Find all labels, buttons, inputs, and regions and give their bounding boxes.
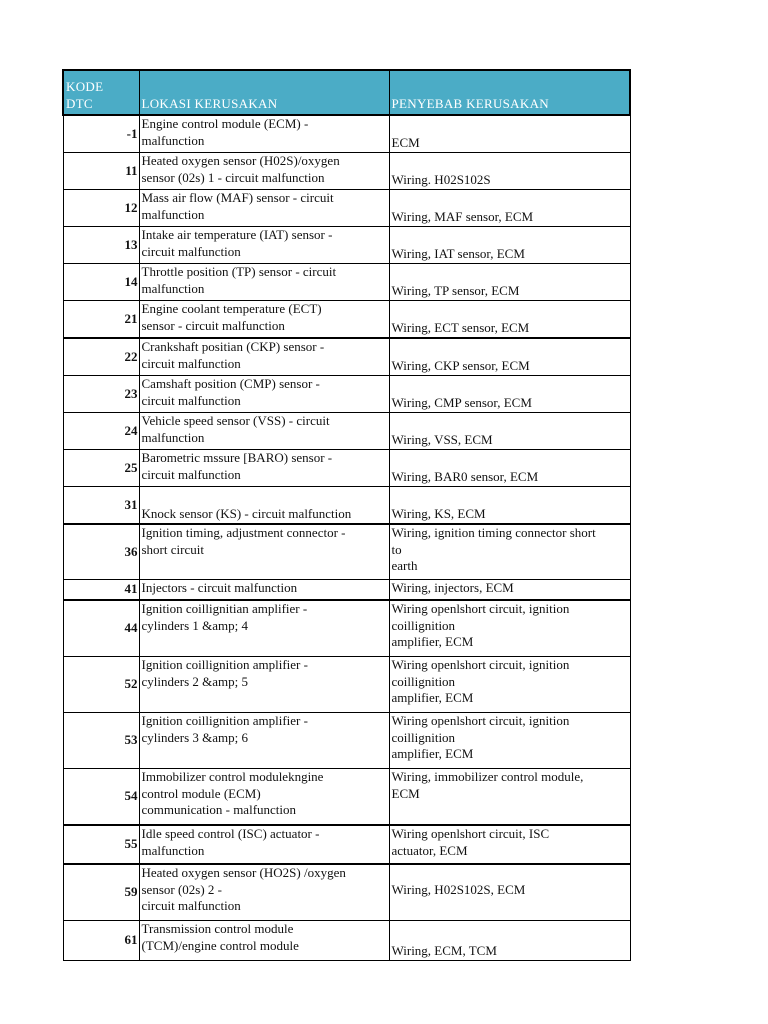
location-cell-line: Ignition coillignition amplifier - <box>141 657 308 672</box>
dtc-code-cell: 14 <box>63 264 139 301</box>
location-cell <box>139 115 389 153</box>
cause-cell-line: amplifier, ECM <box>391 746 474 761</box>
location-cell-line: Ignition coillignitian amplifier - <box>141 601 308 616</box>
cause-cell <box>389 338 630 376</box>
location-cell-line: malfunction <box>141 132 205 148</box>
cause-cell-line: Wiring, CKP sensor, ECM <box>391 357 530 373</box>
table-row <box>63 769 630 826</box>
cause-cell-line: Wiring. H02S102S <box>391 171 491 187</box>
cause-cell-line: actuator, ECM <box>391 842 468 858</box>
location-cell <box>139 825 389 864</box>
table-row <box>63 376 630 413</box>
cause-cell-line: ECM <box>391 134 420 150</box>
cause-cell-line: Wiring, ignition timing connector short <box>391 525 596 540</box>
location-cell-line: sensor (02s) 2 - <box>141 881 223 897</box>
cause-cell-line: Wiring, ECM, TCM <box>391 942 497 958</box>
location-cell-line: Ignition timing, adjustment connector - <box>141 525 346 540</box>
dtc-code-cell: 61 <box>63 921 139 961</box>
dtc-code-cell: 24 <box>63 413 139 450</box>
cause-cell <box>389 227 630 264</box>
table-row <box>63 921 630 961</box>
cause-cell-line: to <box>391 541 402 557</box>
location-cell <box>139 450 389 487</box>
cause-cell-line: coillignition <box>391 729 456 745</box>
cause-cell <box>389 487 630 525</box>
location-cell-line: circuit malfunction <box>141 355 241 371</box>
location-cell-line: cylinders 2 &amp; 5 <box>141 673 249 689</box>
dtc-code-cell: 36 <box>63 524 139 580</box>
location-cell-line: malfunction <box>141 429 205 445</box>
cause-cell-line: Wiring, H02S102S, ECM <box>391 882 526 897</box>
cause-cell-line: amplifier, ECM <box>391 634 474 649</box>
cause-cell <box>389 190 630 227</box>
cause-cell-line: Wiring, CMP sensor, ECM <box>391 394 532 410</box>
dtc-code-cell: 22 <box>63 338 139 376</box>
location-cell-line: Heated oxygen sensor (HO2S) /oxygen <box>141 865 346 880</box>
location-cell-line: sensor - circuit malfunction <box>141 317 285 333</box>
location-cell-line: circuit malfunction <box>141 392 241 408</box>
location-cell-line: short circuit <box>141 541 204 557</box>
location-cell <box>139 600 389 657</box>
location-cell <box>139 524 389 580</box>
location-cell-line: cylinders 3 &amp; 6 <box>141 729 249 745</box>
dtc-code-cell: 52 <box>63 657 139 713</box>
location-cell <box>139 264 389 301</box>
table-row <box>63 338 630 376</box>
table-row <box>63 115 630 153</box>
cause-cell <box>389 769 630 826</box>
location-cell-line: Knock sensor (KS) - circuit malfunction <box>141 505 352 521</box>
dtc-code-cell: 53 <box>63 713 139 769</box>
location-cell-line: malfunction <box>141 842 205 858</box>
cause-cell <box>389 301 630 339</box>
cause-cell-line: Wiring openlshort circuit, ignition <box>391 713 570 728</box>
location-cell-line: circuit malfunction <box>141 243 241 259</box>
cause-cell-line: earth <box>391 558 418 573</box>
cause-cell <box>389 921 630 961</box>
location-cell-line: Crankshaft positian (CKP) sensor - <box>141 339 325 354</box>
dtc-table <box>62 69 631 961</box>
location-cell-line: Camshaft position (CMP) sensor - <box>141 376 320 391</box>
table-row <box>63 153 630 190</box>
table-row <box>63 600 630 657</box>
dtc-code-cell: 13 <box>63 227 139 264</box>
location-cell-line: sensor (02s) 1 - circuit malfunction <box>141 169 325 185</box>
location-cell-line: circuit malfunction <box>141 466 241 482</box>
location-cell-line: communication - malfunction <box>141 802 297 817</box>
dtc-code-cell: 25 <box>63 450 139 487</box>
table-row <box>63 487 630 525</box>
table-row <box>63 301 630 339</box>
cause-cell <box>389 413 630 450</box>
dtc-spreadsheet <box>62 69 629 958</box>
location-cell-line: Barometric mssure [BARO) sensor - <box>141 450 333 465</box>
location-cell-line: control module (ECM) <box>141 785 261 801</box>
table-row <box>63 580 630 601</box>
location-cell <box>139 153 389 190</box>
location-cell <box>139 413 389 450</box>
dtc-code-cell: 55 <box>63 825 139 864</box>
location-cell-line: Mass air flow (MAF) sensor - circuit <box>141 190 334 205</box>
cause-cell <box>389 450 630 487</box>
cause-cell-line: Wiring, BAR0 sensor, ECM <box>391 468 539 484</box>
location-cell <box>139 921 389 961</box>
location-cell-line: Immobilizer control modulekngine <box>141 769 324 784</box>
header-location: LOKASI KERUSAKAN <box>139 70 389 115</box>
cause-cell-line: Wiring, VSS, ECM <box>391 431 493 447</box>
table-row <box>63 413 630 450</box>
cause-cell <box>389 264 630 301</box>
header-code-line1: KODE <box>66 79 104 94</box>
location-cell <box>139 864 389 921</box>
location-cell-line: Throttle position (TP) sensor - circuit <box>141 264 337 279</box>
location-cell-line: Intake air temperature (IAT) sensor - <box>141 227 333 242</box>
cause-cell <box>389 376 630 413</box>
location-cell-line: Engine control module (ECM) - <box>141 116 309 131</box>
cause-cell <box>389 600 630 657</box>
table-row <box>63 864 630 921</box>
location-cell-line: Injectors - circuit malfunction <box>141 580 298 595</box>
cause-cell <box>389 580 630 601</box>
cause-cell <box>389 115 630 153</box>
location-cell <box>139 190 389 227</box>
dtc-code-cell: 41 <box>63 580 139 601</box>
location-cell <box>139 713 389 769</box>
dtc-code-cell: -1 <box>63 115 139 153</box>
location-cell <box>139 301 389 339</box>
cause-cell-line: Wiring openlshort circuit, ignition <box>391 601 570 616</box>
table-row <box>63 190 630 227</box>
header-cause: PENYEBAB KERUSAKAN <box>389 70 630 115</box>
cause-cell-line: Wiring, MAF sensor, ECM <box>391 208 534 224</box>
cause-cell-line: Wiring, immobilizer control module, <box>391 769 584 784</box>
location-cell-line: Vehicle speed sensor (VSS) - circuit <box>141 413 330 428</box>
table-row <box>63 450 630 487</box>
location-cell <box>139 580 389 601</box>
cause-cell-line: Wiring, injectors, ECM <box>391 580 514 595</box>
cause-cell-line: Wiring openlshort circuit, ISC <box>391 826 550 841</box>
header-code <box>63 70 139 115</box>
cause-cell <box>389 713 630 769</box>
location-cell-line: Ignition coillignition amplifier - <box>141 713 308 728</box>
header-row <box>63 70 630 115</box>
table-row <box>63 524 630 580</box>
location-cell-line: malfunction <box>141 280 205 296</box>
cause-cell <box>389 657 630 713</box>
cause-cell-line: coillignition <box>391 617 456 633</box>
dtc-code-cell: 59 <box>63 864 139 921</box>
dtc-code-cell: 12 <box>63 190 139 227</box>
cause-cell-line: ECM <box>391 785 420 801</box>
cause-cell-line: Wiring, ECT sensor, ECM <box>391 319 530 335</box>
cause-cell-line: coillignition <box>391 673 456 689</box>
table-row <box>63 713 630 769</box>
location-cell <box>139 657 389 713</box>
location-cell <box>139 227 389 264</box>
cause-cell-line: Wiring openlshort circuit, ignition <box>391 657 570 672</box>
dtc-code-cell: 23 <box>63 376 139 413</box>
location-cell-line: Engine coolant temperature (ECT) <box>141 301 322 316</box>
location-cell-line: malfunction <box>141 206 205 222</box>
cause-cell-line: Wiring, TP sensor, ECM <box>391 282 520 298</box>
dtc-code-cell: 11 <box>63 153 139 190</box>
table-row <box>63 825 630 864</box>
location-cell <box>139 487 389 525</box>
location-cell <box>139 376 389 413</box>
location-cell <box>139 769 389 826</box>
location-cell-line: (TCM)/engine control module <box>141 937 299 953</box>
table-body <box>63 115 630 961</box>
cause-cell-line: Wiring, KS, ECM <box>391 505 486 521</box>
location-cell <box>139 338 389 376</box>
dtc-code-cell: 44 <box>63 600 139 657</box>
table-row <box>63 657 630 713</box>
dtc-code-cell: 31 <box>63 487 139 525</box>
cause-cell <box>389 864 630 921</box>
location-cell-line: circuit malfunction <box>141 898 241 913</box>
cause-cell-line: amplifier, ECM <box>391 690 474 705</box>
location-cell-line: cylinders 1 &amp; 4 <box>141 617 249 633</box>
dtc-code-cell: 21 <box>63 301 139 339</box>
location-cell-line: Heated oxygen sensor (H02S)/oxygen <box>141 153 340 168</box>
cause-cell-line: Wiring, IAT sensor, ECM <box>391 245 525 261</box>
location-cell-line: Transmission control module <box>141 921 294 936</box>
location-cell-line: Idle speed control (ISC) actuator - <box>141 826 320 841</box>
cause-cell <box>389 524 630 580</box>
cause-cell <box>389 153 630 190</box>
dtc-code-cell: 54 <box>63 769 139 826</box>
table-row <box>63 227 630 264</box>
header-code-line2: DTC <box>66 95 93 111</box>
cause-cell <box>389 825 630 864</box>
table-row <box>63 264 630 301</box>
